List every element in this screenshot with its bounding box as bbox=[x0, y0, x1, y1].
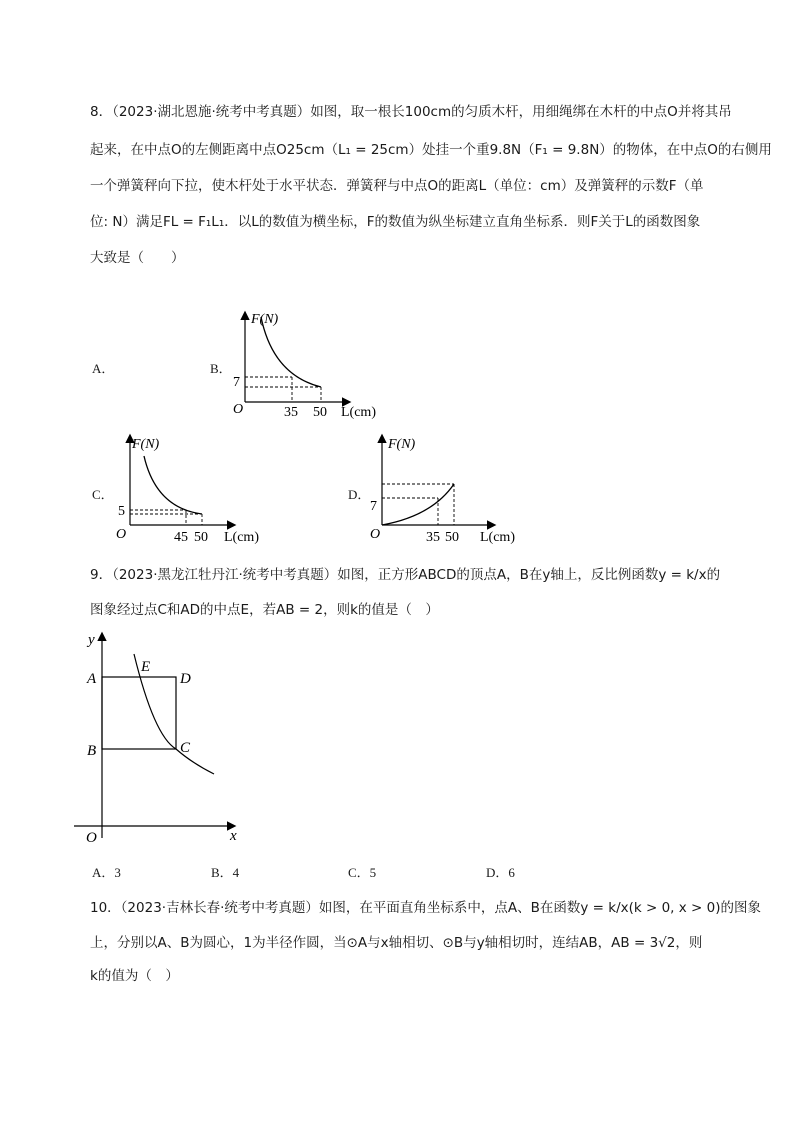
point-a-label: A bbox=[87, 671, 97, 687]
y-tick: 7 bbox=[370, 499, 377, 514]
point-d-label: D bbox=[180, 671, 191, 687]
q9-line-1: 9．（2023·黑龙江牡丹江·统考中考真题）如图，正方形ABCD的顶点A，B在y轴上，反比例函数y = k/x的 bbox=[90, 567, 721, 583]
q8-line-2: 起来，在中点O的左侧距离中点O25cm（L₁ = 25cm）处挂一个重9.8N（F₁ = 9.8N）的物体，在中点O的右侧用 bbox=[90, 142, 772, 158]
y-tick: 5 bbox=[118, 504, 125, 519]
q10-line-3: k的值为（ ） bbox=[90, 968, 179, 984]
origin-label: O bbox=[233, 402, 244, 417]
point-e-label: E bbox=[141, 659, 151, 675]
q9-line-2: 图象经过点C和AD的中点E，若AB = 2，则k的值是（ ） bbox=[90, 602, 439, 618]
y-tick: 7 bbox=[233, 375, 240, 390]
q9-choice-b[interactable]: B．4 bbox=[211, 865, 240, 880]
y-axis-label: F(N) bbox=[388, 437, 416, 452]
q8-line-3: 一个弹簧秤向下拉，使木杆处于水平状态．弹簧秤与中点O的距离L（单位：cm）及弹簧秤的示数F（单 bbox=[90, 178, 704, 194]
x-axis-label: L(cm) bbox=[480, 530, 515, 545]
curve bbox=[144, 456, 202, 514]
q10-line-2: 上，分别以A、B为圆心，1为半径作圆，当⊙A与x轴相切、⊙B与y轴相切时，连结AB，AB = 3√2，则 bbox=[90, 935, 703, 951]
q9-choice-d[interactable]: D．6 bbox=[486, 865, 515, 880]
y-axis-label: F(N) bbox=[251, 312, 279, 327]
q8-option-d-label[interactable]: D． bbox=[348, 487, 371, 502]
origin-label: O bbox=[116, 527, 127, 542]
q8-option-a-label[interactable]: A． bbox=[92, 361, 115, 376]
q9-figure bbox=[72, 628, 262, 846]
q9-choice-a[interactable]: A．3 bbox=[92, 865, 121, 880]
x-tick-1: 45 bbox=[174, 530, 188, 545]
q8-line-4: 位: N）满足FL = F₁L₁．以L的数值为横坐标，F的数值为纵坐标建立直角坐标系．则F关于L的函数图象 bbox=[90, 214, 701, 230]
q8-option-b-label[interactable]: B． bbox=[210, 361, 232, 376]
q8-option-b-graph bbox=[225, 305, 395, 425]
q8-line-5: 大致是（ ） bbox=[90, 250, 185, 266]
q8-option-c-label[interactable]: C． bbox=[92, 487, 114, 502]
q8-line-1: 8．（2023·湖北恩施·统考中考真题）如图，取一根长100cm的匀质木杆，用细绳绑在木杆的中点O并将其吊 bbox=[90, 104, 732, 120]
q9-choice-c[interactable]: C．5 bbox=[348, 865, 377, 880]
curve bbox=[382, 484, 454, 525]
x-axis-label: L(cm) bbox=[341, 405, 376, 420]
y-axis-label: F(N) bbox=[132, 437, 160, 452]
x-axis-label: x bbox=[230, 828, 237, 844]
origin-label: O bbox=[370, 527, 381, 542]
origin-label: O bbox=[86, 830, 97, 846]
q10-line-1: 10．（2023·吉林长春·统考中考真题）如图，在平面直角坐标系中，点A、B在函数y = k/x(k > 0, x > 0)的图象 bbox=[90, 900, 761, 916]
y-axis-label: y bbox=[88, 632, 95, 648]
x-tick-1: 35 bbox=[426, 530, 440, 545]
x-axis-label: L(cm) bbox=[224, 530, 259, 545]
point-b-label: B bbox=[87, 743, 97, 759]
point-c-label: C bbox=[180, 740, 191, 756]
x-tick-2: 50 bbox=[313, 405, 327, 420]
q8-option-c-graph bbox=[110, 430, 280, 550]
q8-option-d-graph bbox=[362, 430, 532, 550]
x-tick-2: 50 bbox=[445, 530, 459, 545]
x-tick-2: 50 bbox=[194, 530, 208, 545]
x-tick-1: 35 bbox=[284, 405, 298, 420]
curve bbox=[261, 317, 321, 387]
